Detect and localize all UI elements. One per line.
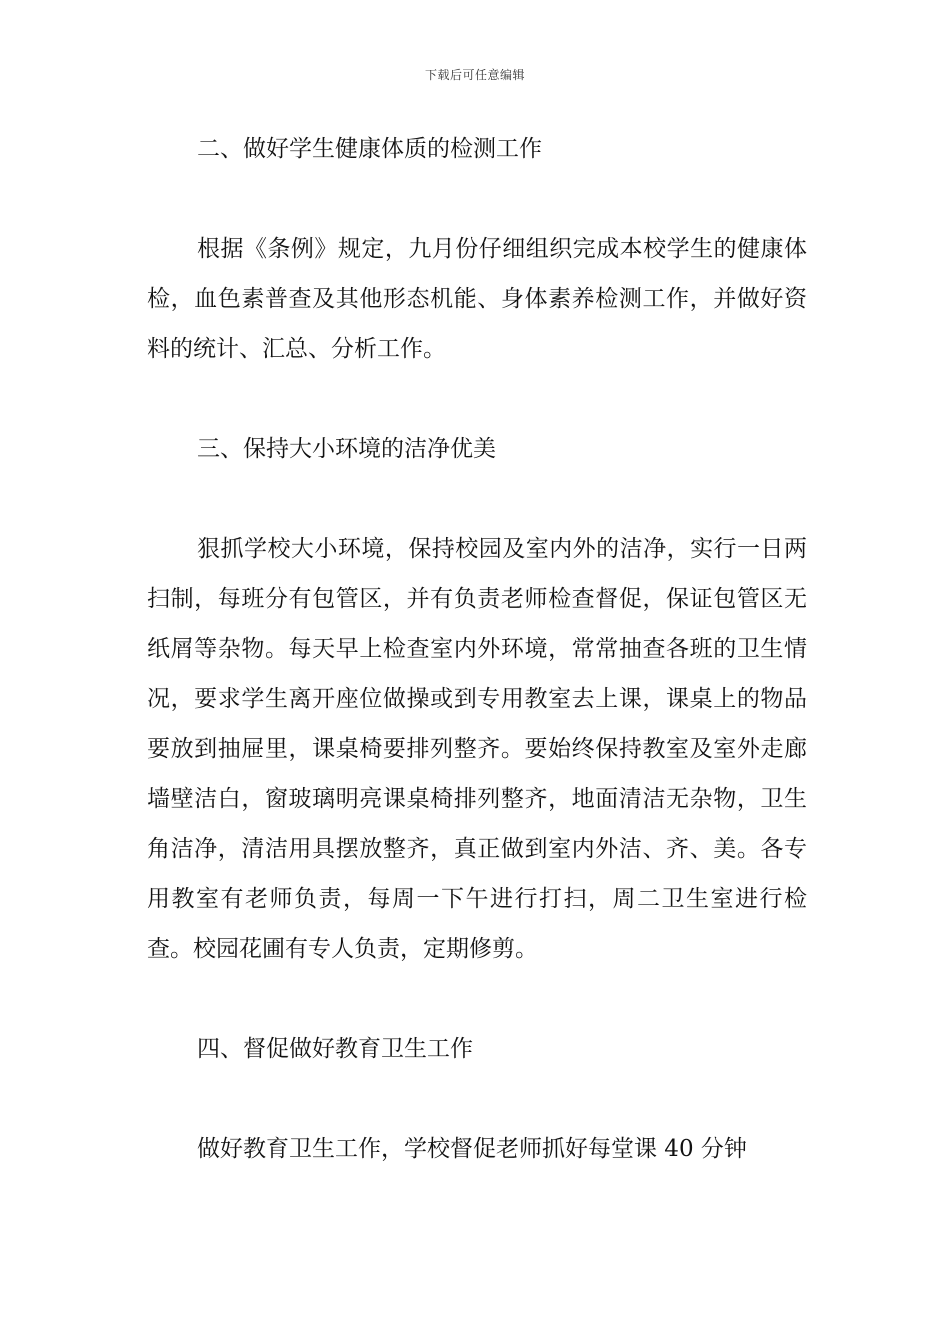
spacer (147, 474, 807, 524)
section-paragraph-environment: 狠抓学校大小环境，保持校园及室内外的洁净，实行一日两扫制，每班分有包管区，并有负责老师检查督促，保证包管区无纸屑等杂物。每天早上检查室内外环境，常常抽查各班的卫生情况，要求学生离开座位做操或到专用教室去上课，课桌上的物品要放到抽屉里，课桌椅要排列整齐。要始终保持教室及室外走廊墙壁洁白，窗玻璃明亮课桌椅排列整齐，地面清洁无杂物，卫生角洁净，清洁用具摆放整齐，真正做到室内外洁、齐、美。各专用教室有老师负责，每周一下午进行打扫，周二卫生室进行检查。校园花圃有专人负责，定期修剪。 (147, 536, 807, 962)
page-header-note: 下载后可任意编辑 (424, 68, 525, 82)
section-paragraph-education-hygiene: 做好教育卫生工作，学校督促老师抓好每堂课 40 分钟 (197, 1136, 747, 1162)
section-paragraph-health-check: 根据《条例》规定，九月份仔细组织完成本校学生的健康体检，血色素普查及其他形态机能、身体素养检测工作，并做好资料的统计、汇总、分析工作。 (147, 236, 807, 362)
section-heading-health-check: 二、做好学生健康体质的检测工作 (197, 136, 542, 162)
spacer (147, 974, 807, 1024)
spacer (147, 174, 807, 224)
spacer (147, 1074, 807, 1124)
section-heading-education-hygiene: 四、督促做好教育卫生工作 (197, 1036, 473, 1062)
section-heading-environment: 三、保持大小环境的洁净优美 (197, 436, 496, 462)
spacer (147, 374, 807, 424)
document-body (147, 124, 807, 1174)
